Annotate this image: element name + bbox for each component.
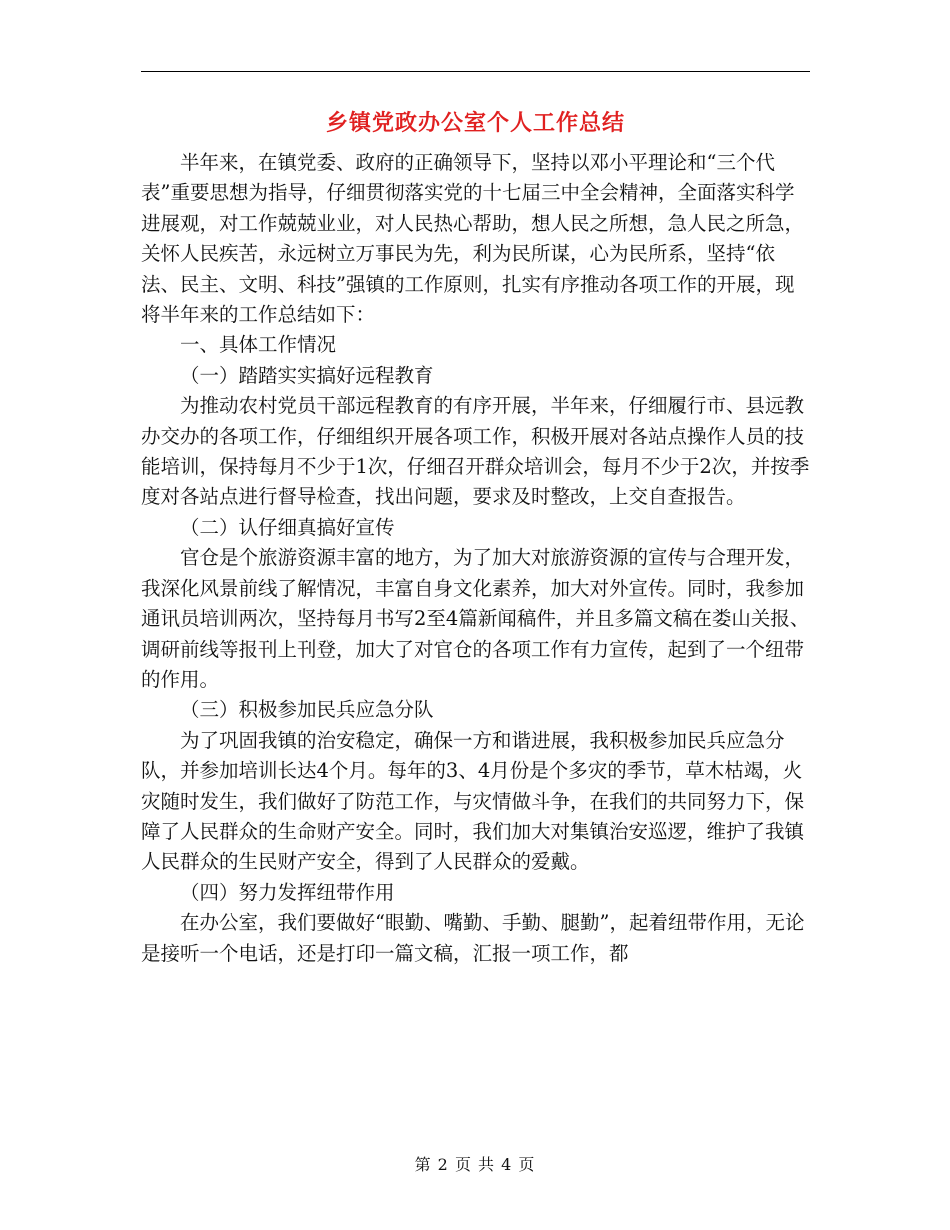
- document-title: 乡镇党政办公室个人工作总结: [325, 110, 625, 136]
- page-footer: 第 2 页 共 4 页: [414, 1155, 536, 1174]
- subsection-heading-3: （三）积极参加民兵应急分队: [180, 698, 434, 722]
- section-heading-1: 一、具体工作情况: [180, 333, 337, 357]
- body-paragraph-2: 官仓是个旅游资源丰富的地方，为了加大对旅游资源的宣传与合理开发，我深化风景前线了解情况，丰富自身文化素养，加大对外宣传。同时，我参加通讯员培训两次，坚持每月书写2至4篇新闻稿件，并且多篇文稿在娄山关报、调研前线等报刊上刊登，加大了对官仓的各项工作有力宣传，起到了一个纽带的作用。: [141, 546, 810, 691]
- body-paragraph-1: 为推动农村党员干部远程教育的有序开展，半年来，仔细履行市、县远教办交办的各项工作，仔细组织开展各项工作，积极开展对各站点操作人员的技能培训，保持每月不少于1次，仔细召开群众培训会，每月不少于2次，并按季度对各站点进行督导检查，找出问题，要求及时整改，上交自查报告。: [141, 394, 810, 509]
- subsection-heading-1: （一）踏踏实实搞好远程教育: [180, 363, 434, 387]
- intro-paragraph: 半年来，在镇党委、政府的正确领导下，坚持以邓小平理论和“三个代表”重要思想为指导，仔细贯彻落实党的十七届三中全会精神，全面落实科学进展观，对工作兢兢业业，对人民热心帮助，想人民之所想，急人民之所急，关怀人民疾苦，永远树立万事民为先，利为民所谋，心为民所系，坚持“依法、民主、文明、科技”强镇的工作原则，扎实有序推动各项工作的开展，现将半年来的工作总结如下：: [141, 151, 805, 327]
- subsection-heading-4: （四）努力发挥纽带作用: [180, 880, 395, 904]
- document-body: [141, 148, 810, 969]
- header-rule: [141, 71, 810, 72]
- body-paragraph-4: 在办公室，我们要做好“眼勤、嘴勤、手勤、腿勤”，起着纽带作用，无论是接听一个电话，还是打印一篇文稿，汇报一项工作，都: [141, 911, 805, 965]
- body-paragraph-3: 为了巩固我镇的治安稳定，确保一方和谐进展，我积极参加民兵应急分队，并参加培训长达4个月。每年的3、4月份是个多灾的季节，草木枯竭，火灾随时发生，我们做好了防范工作，与灾情做斗争，在我们的共同努力下，保障了人民群众的生命财产安全。同时，我们加大对集镇治安巡逻，维护了我镇人民群众的生民财产安全，得到了人民群众的爱戴。: [141, 728, 805, 874]
- subsection-heading-2: （二）认仔细真搞好宣传: [180, 515, 395, 539]
